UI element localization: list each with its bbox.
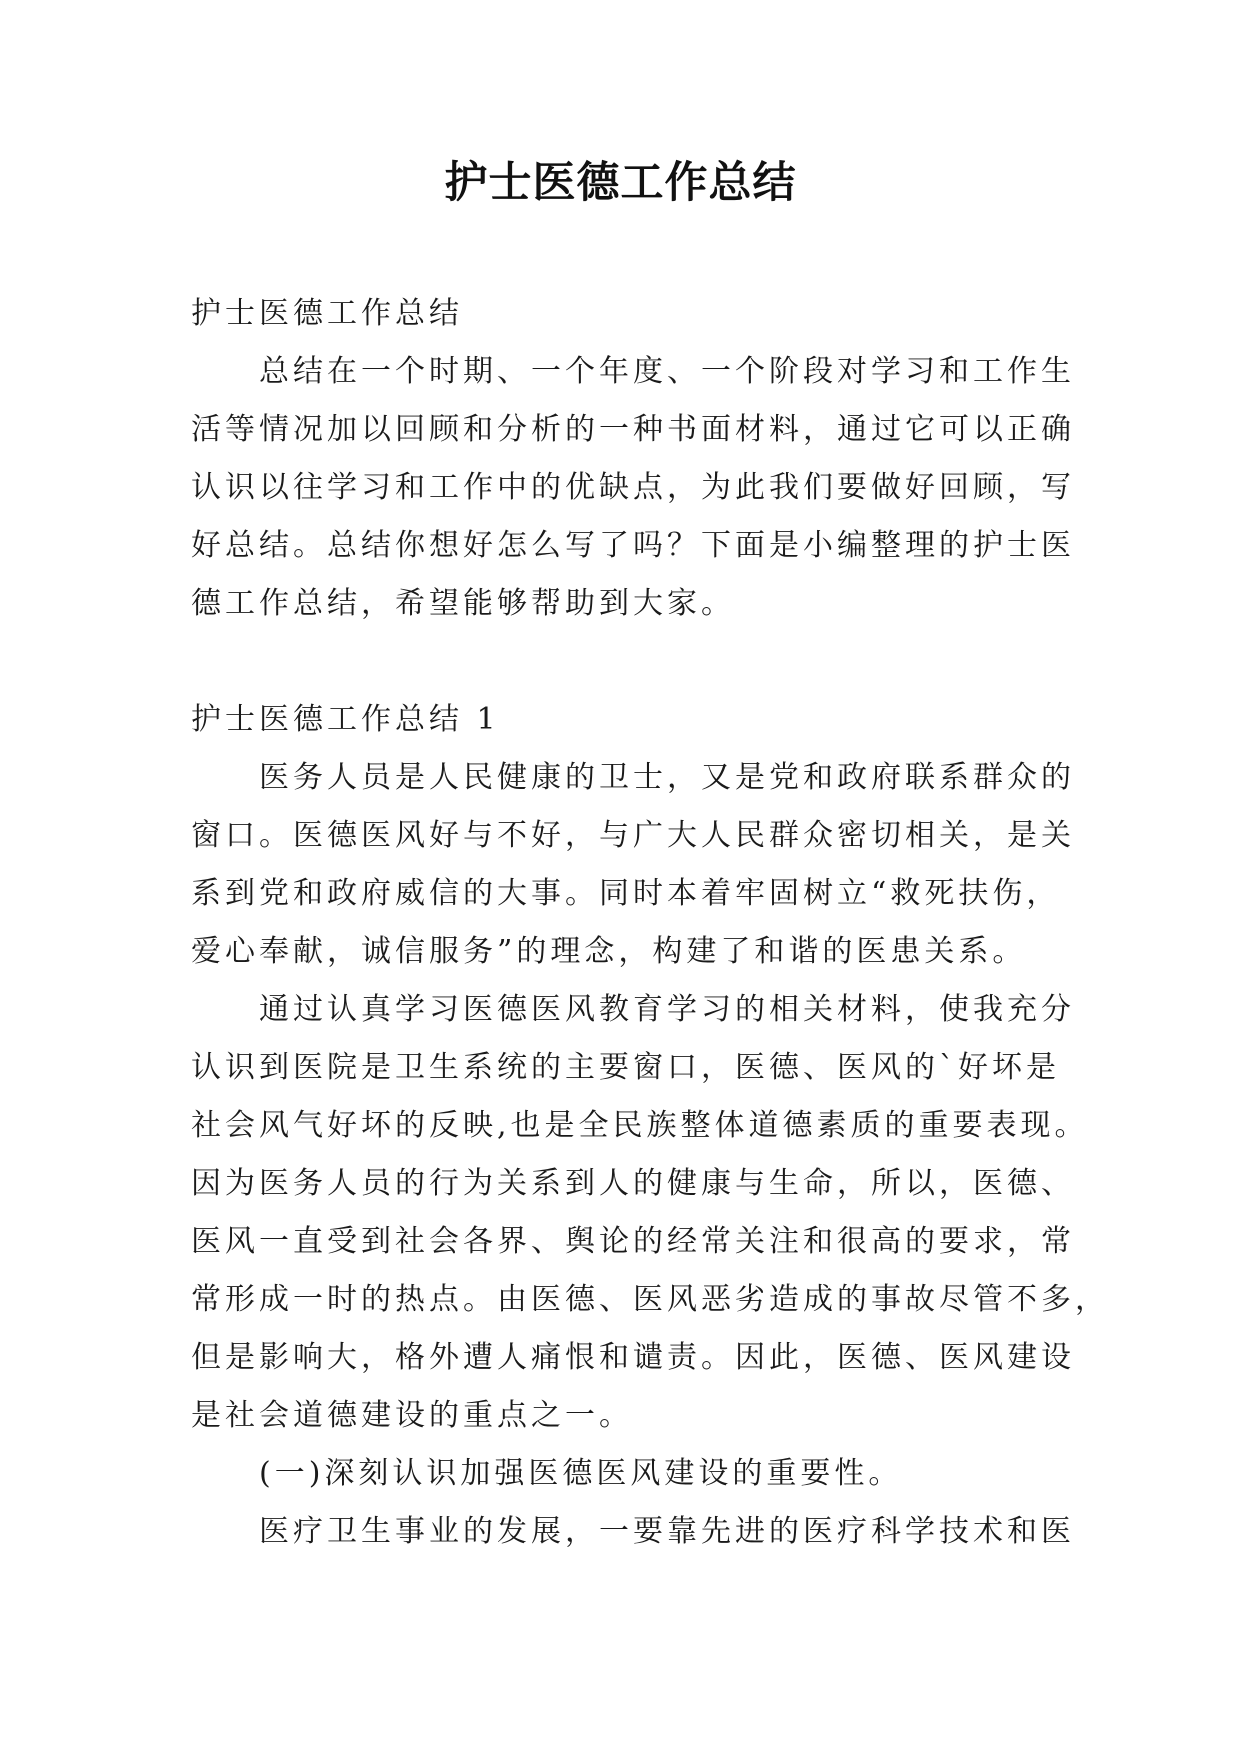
intro-paragraph (191, 343, 1075, 633)
document-body (191, 285, 1109, 1561)
paragraph-3 (191, 1445, 1051, 1503)
text-line: 社会风气好坏的反映,也是全民族整体道德素质的重要表现。 (191, 1108, 1089, 1143)
document-subtitle: 护士医德工作总结 (191, 296, 463, 331)
text-line: 是社会道德建设的重点之一。 (191, 1398, 633, 1433)
section-heading: 护士医德工作总结 1 (191, 702, 500, 737)
text-line: 系到党和政府威信的大事。同时本着牢固树立“救死扶伤， (191, 876, 1061, 911)
text-line: 认识到医院是卫生系统的主要窗口，医德、医风的`好坏是 (191, 1050, 1060, 1085)
text-line: 因为医务人员的行为关系到人的健康与生命，所以，医德、 (191, 1166, 1075, 1201)
paragraph-1 (191, 749, 1075, 981)
text-line: 常形成一时的热点。由医德、医风恶劣造成的事故尽管不多， (191, 1282, 1109, 1317)
text-line: 德工作总结，希望能够帮助到大家。 (191, 586, 735, 621)
text-line: 活等情况加以回顾和分析的一种书面材料，通过它可以正确 (191, 412, 1075, 447)
text-line: 医疗卫生事业的发展，一要靠先进的医疗科学技术和医 (259, 1514, 1075, 1549)
text-line: 总结在一个时期、一个年度、一个阶段对学习和工作生 (259, 354, 1075, 389)
document-title: 护士医德工作总结 (444, 158, 797, 208)
text-line: 爱心奉献，诚信服务”的理念，构建了和谐的医患关系。 (191, 934, 1027, 969)
text-line: 通过认真学习医德医风教育学习的相关材料，使我充分 (259, 992, 1075, 1027)
text-line: 医风一直受到社会各界、舆论的经常关注和很高的要求，常 (191, 1224, 1075, 1259)
text-line: 但是影响大，格外遭人痛恨和谴责。因此，医德、医风建设 (191, 1340, 1075, 1375)
text-line: 好总结。总结你想好怎么写了吗？下面是小编整理的护士医 (191, 528, 1075, 563)
text-line: 医务人员是人民健康的卫士，又是党和政府联系群众的 (259, 760, 1075, 795)
paragraph-4 (191, 1503, 1075, 1561)
paragraph-2 (191, 981, 1109, 1445)
text-line: 认识以往学习和工作中的优缺点，为此我们要做好回顾，写 (191, 470, 1075, 505)
text-line: 窗口。医德医风好与不好，与广大人民群众密切相关，是关 (191, 818, 1075, 853)
text-line: (一)深刻认识加强医德医风建设的重要性。 (259, 1456, 903, 1491)
